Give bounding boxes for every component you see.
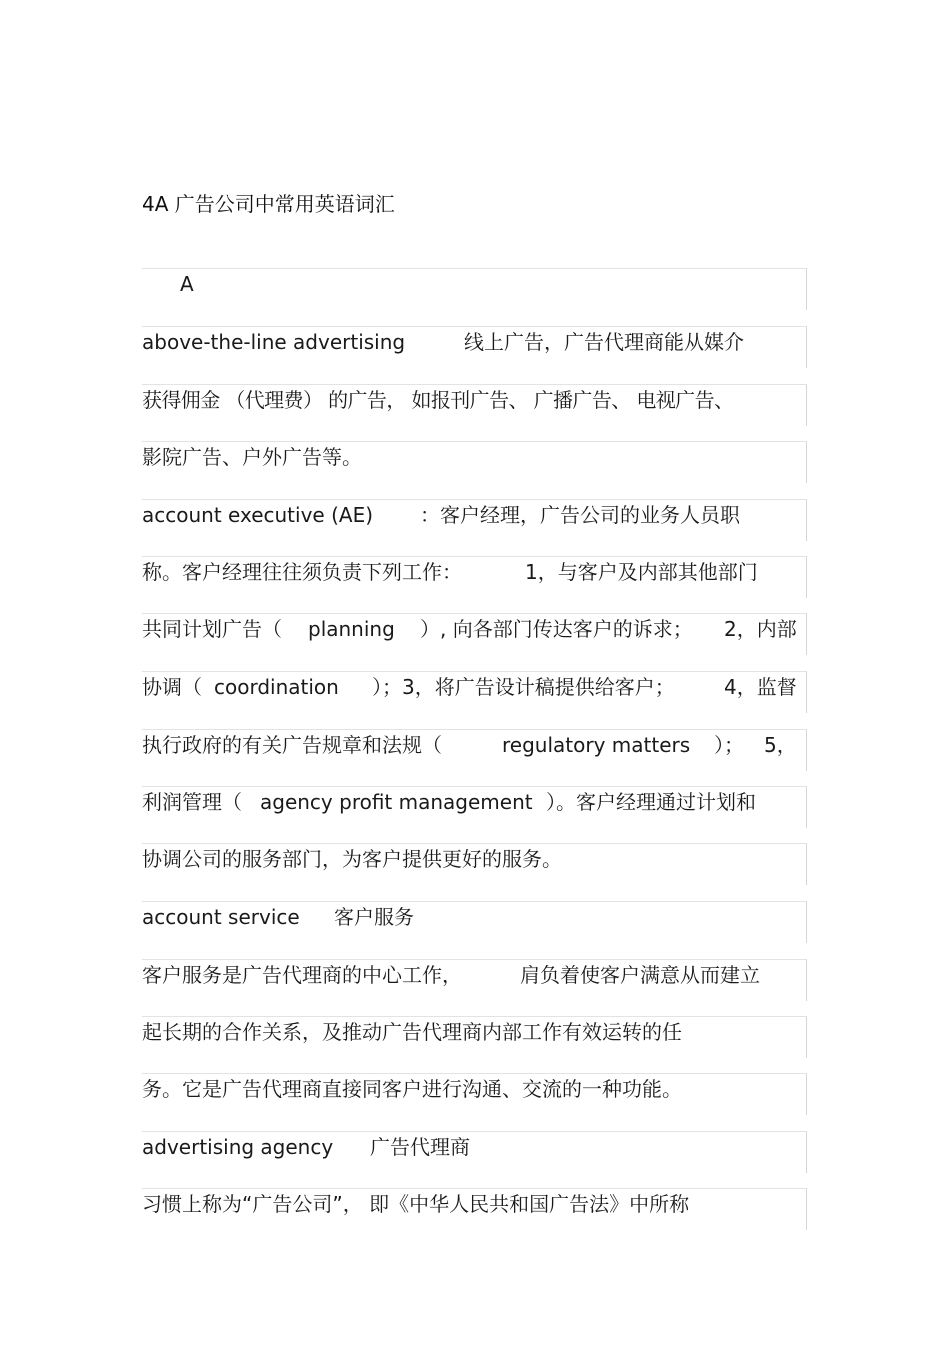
definition-text: 执行政府的有关广告规章和法规（ bbox=[142, 733, 442, 757]
definition-text: ）。客户经理通过计划和 bbox=[546, 790, 756, 814]
section-letter bbox=[180, 269, 194, 299]
row-text bbox=[142, 1017, 682, 1047]
term-text: advertising agency bbox=[142, 1135, 334, 1159]
table-row bbox=[142, 901, 807, 943]
table-row bbox=[142, 326, 807, 368]
row-text bbox=[142, 614, 797, 644]
table-row bbox=[142, 499, 807, 541]
definition-text: 获得佣金 （代理费） 的广告， 如报刊广告、 广播广告、 电视广告、 bbox=[142, 388, 734, 412]
row-text bbox=[142, 1132, 470, 1162]
definition-text: 客户服务是广告代理商的中心工作， bbox=[142, 963, 462, 987]
definition-text: ）； bbox=[714, 733, 744, 757]
definition-text: 起长期的合作关系，及推动广告代理商内部工作有效运转的任 bbox=[142, 1020, 682, 1044]
definition-text: 1，与客户及内部其他部门 bbox=[525, 560, 758, 584]
table-row bbox=[142, 441, 807, 483]
table-row bbox=[142, 959, 807, 1001]
definition-text: 务。它是广告代理商直接同客户进行沟通、交流的一种功能。 bbox=[142, 1077, 682, 1101]
row-text bbox=[142, 672, 797, 702]
row-text bbox=[142, 902, 414, 932]
table-row bbox=[142, 786, 807, 828]
definition-text: 协调公司的服务部门，为客户提供更好的服务。 bbox=[142, 847, 562, 871]
definition-text: ）, 向各部门传达客户的诉求； bbox=[420, 617, 693, 641]
definition-text: 习惯上称为“广告公司”， 即《中华人民共和国广告法》中所称 bbox=[142, 1192, 690, 1216]
definition-text: 客户服务 bbox=[334, 905, 414, 929]
row-text bbox=[142, 844, 562, 874]
table-row bbox=[142, 1016, 807, 1058]
row-text bbox=[142, 1074, 682, 1104]
definition-text: 影院广告、户外广告等。 bbox=[142, 445, 362, 469]
term-text: agency profit management bbox=[260, 790, 533, 814]
definition-text: 4，监督 bbox=[724, 675, 797, 699]
definition-text: ：客户经理，广告公司的业务人员职 bbox=[420, 503, 740, 527]
definition-text: 肩负着使客户满意从而建立 bbox=[520, 963, 760, 987]
definition-text: 称。客户经理往往须负责下列工作： bbox=[142, 560, 462, 584]
definition-text: 广告代理商 bbox=[370, 1135, 470, 1159]
term-text: planning bbox=[308, 617, 395, 641]
term-text: coordination bbox=[214, 675, 339, 699]
definition-text: 协调（ bbox=[142, 675, 202, 699]
table-row bbox=[142, 613, 807, 655]
page-title: 4A 广告公司中常用英语词汇 bbox=[142, 192, 395, 216]
row-text bbox=[142, 500, 740, 530]
row-text bbox=[142, 442, 362, 472]
table-row bbox=[142, 556, 807, 598]
table-row bbox=[142, 384, 807, 426]
term-text: account executive (AE) bbox=[142, 503, 374, 527]
definition-text: 利润管理（ bbox=[142, 790, 242, 814]
term-text: regulatory matters bbox=[502, 733, 691, 757]
table-row bbox=[142, 1073, 807, 1115]
definition-text: 线上广告，广告代理商能从媒介 bbox=[464, 330, 744, 354]
table-row bbox=[142, 729, 807, 771]
definition-text: 2，内部 bbox=[724, 617, 797, 641]
definition-text: 共同计划广告（ bbox=[142, 617, 282, 641]
table-row bbox=[142, 843, 807, 885]
row-text bbox=[142, 730, 797, 760]
row-text bbox=[142, 327, 744, 357]
definition-text: ）；3，将广告设计稿提供给客户； bbox=[372, 675, 675, 699]
row-text bbox=[142, 1189, 689, 1219]
table-row bbox=[142, 1131, 807, 1173]
definition-text: 5， bbox=[764, 733, 797, 757]
section-letter-text: A bbox=[180, 272, 194, 296]
term-text: account service bbox=[142, 905, 300, 929]
row-text bbox=[142, 557, 758, 587]
term-text: above-the-line advertising bbox=[142, 330, 406, 354]
table-row bbox=[142, 1188, 807, 1230]
row-text bbox=[142, 385, 733, 415]
table-row bbox=[142, 671, 807, 713]
row-text bbox=[142, 960, 760, 990]
row-text bbox=[142, 787, 756, 817]
table-row bbox=[142, 268, 807, 310]
